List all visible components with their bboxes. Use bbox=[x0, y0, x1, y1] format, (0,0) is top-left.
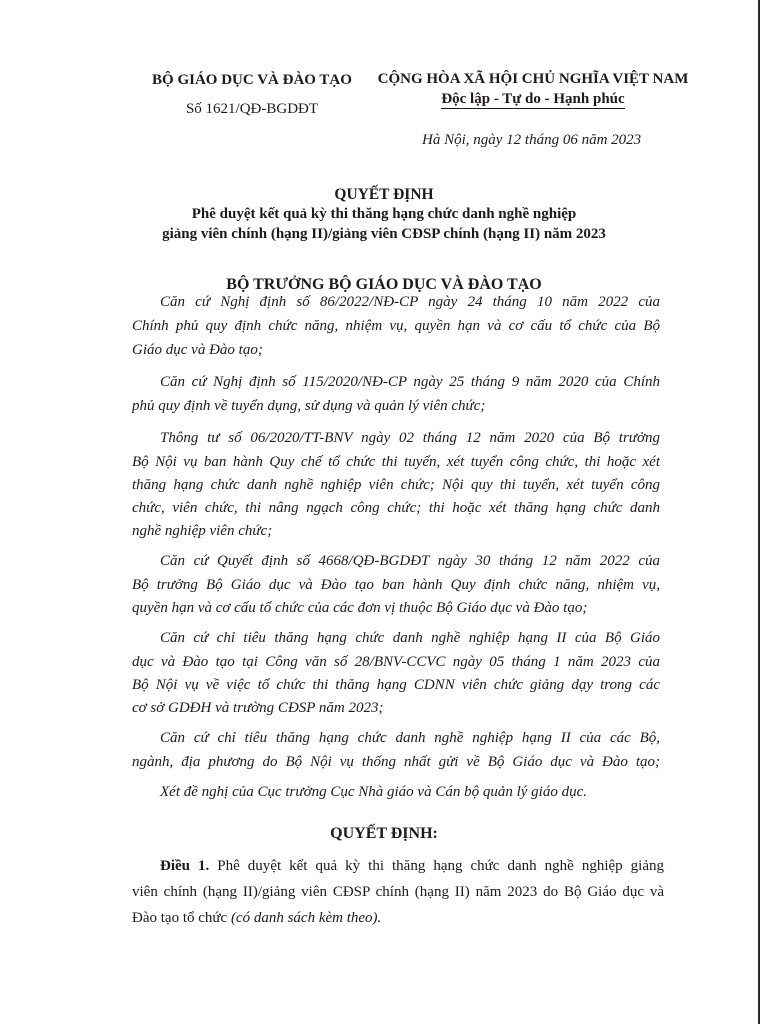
issue-date: Hà Nội, ngày 12 tháng 06 năm 2023 bbox=[422, 132, 642, 148]
preamble-line: thăng hạng chức danh nghề nghiệp viên chức; Nội quy thi tuyển, xét tuyển công bbox=[132, 477, 660, 493]
preamble-line: ngành, địa phương do Bộ Nội vụ thống nhất gửi về Bộ Giáo dục và Đào tạo; bbox=[132, 754, 660, 770]
preamble-line: Căn cứ Nghị định số 115/2020/NĐ-CP ngày 25 tháng 9 năm 2020 của Chính bbox=[160, 374, 660, 390]
preamble-line: Căn cứ chỉ tiêu thăng hạng chức danh nghề nghiệp hạng II của Bộ Giáo bbox=[160, 630, 660, 646]
ministry-name: BỘ GIÁO DỤC VÀ ĐÀO TẠO bbox=[152, 72, 352, 88]
preamble-line: Xét đề nghị của Cục trưởng Cục Nhà giáo và Cán bộ quản lý giáo dục. bbox=[160, 784, 587, 800]
preamble-line: Bộ Nội vụ về việc tổ chức thi thăng hạng CDNN viên chức giảng dạy trong các bbox=[132, 677, 660, 693]
document-number: Số 1621/QĐ-BGDĐT bbox=[185, 101, 319, 117]
preamble-line: Căn cứ chỉ tiêu thăng hạng chức danh nghề nghiệp hạng II của các Bộ, bbox=[160, 730, 660, 746]
decision-heading: QUYẾT ĐỊNH: bbox=[330, 825, 438, 842]
preamble-line: dục và Đào tạo tại Công văn số 28/BNV-CCVC ngày 05 tháng 1 năm 2023 của bbox=[132, 654, 660, 670]
preamble-line: Thông tư số 06/2020/TT-BNV ngày 02 tháng 12 năm 2020 của Bộ trưởng bbox=[160, 430, 660, 446]
preamble-line: phủ quy định về tuyển dụng, sử dụng và quản lý viên chức; bbox=[132, 398, 486, 414]
preamble-line: nghề nghiệp viên chức; bbox=[132, 523, 273, 539]
preamble-line: Bộ trưởng Bộ Giáo dục và Đào tạo ban hành Quy định chức năng, nhiệm vụ, bbox=[132, 577, 660, 593]
preamble-line: Căn cứ Nghị định số 86/2022/NĐ-CP ngày 24 tháng 10 năm 2022 của bbox=[160, 294, 660, 310]
preamble-line: Giáo dục và Đào tạo; bbox=[132, 342, 263, 358]
article-1-line-3: Đào tạo tổ chức (có danh sách kèm theo). bbox=[132, 910, 382, 926]
document-type: QUYẾT ĐỊNH bbox=[334, 186, 434, 203]
preamble-line: quyền hạn và cơ cấu tổ chức của các đơn vị thuộc Bộ Giáo dục và Đào tạo; bbox=[132, 600, 588, 616]
issuing-authority: BỘ TRƯỞNG BỘ GIÁO DỤC VÀ ĐÀO TẠO bbox=[226, 276, 542, 293]
preamble-line: Căn cứ Quyết định số 4668/QĐ-BGDĐT ngày 30 tháng 12 năm 2022 của bbox=[160, 553, 660, 569]
article-1-line-2: viên chính (hạng II)/giảng viên CĐSP chính (hạng II) năm 2023 do Bộ Giáo dục và bbox=[132, 884, 664, 900]
preamble-line: cơ sở GDĐH và trường CĐSP năm 2023; bbox=[132, 700, 384, 716]
scan-edge bbox=[758, 0, 760, 1024]
title-line-1: Phê duyệt kết quả kỳ thi thăng hạng chức danh nghề nghiệp bbox=[191, 206, 577, 222]
title-line-2: giảng viên chính (hạng II)/giảng viên CĐSP chính (hạng II) năm 2023 bbox=[162, 226, 606, 242]
preamble-line: chức, viên chức, thi nâng ngạch công chức; thi hoặc xét thăng hạng chức danh bbox=[132, 500, 660, 516]
attachment-note: (có danh sách kèm theo). bbox=[230, 910, 382, 926]
country-name: CỘNG HÒA XÃ HỘI CHỦ NGHĨA VIỆT NAM bbox=[377, 71, 689, 87]
article-1-line-1: Điều 1. Phê duyệt kết quả kỳ thi thăng hạng chức danh nghề nghiệp giảng bbox=[160, 858, 664, 874]
preamble-line: Chính phủ quy định chức năng, nhiệm vụ, quyền hạn và cơ cấu tổ chức của Bộ bbox=[132, 318, 660, 334]
national-motto: Độc lập - Tự do - Hạnh phúc bbox=[441, 91, 625, 107]
preamble-line: Bộ Nội vụ ban hành Quy chế tổ chức thi tuyển, xét tuyển công chức, thi hoặc xét bbox=[132, 454, 660, 470]
article-1-label: Điều 1. bbox=[160, 858, 210, 874]
